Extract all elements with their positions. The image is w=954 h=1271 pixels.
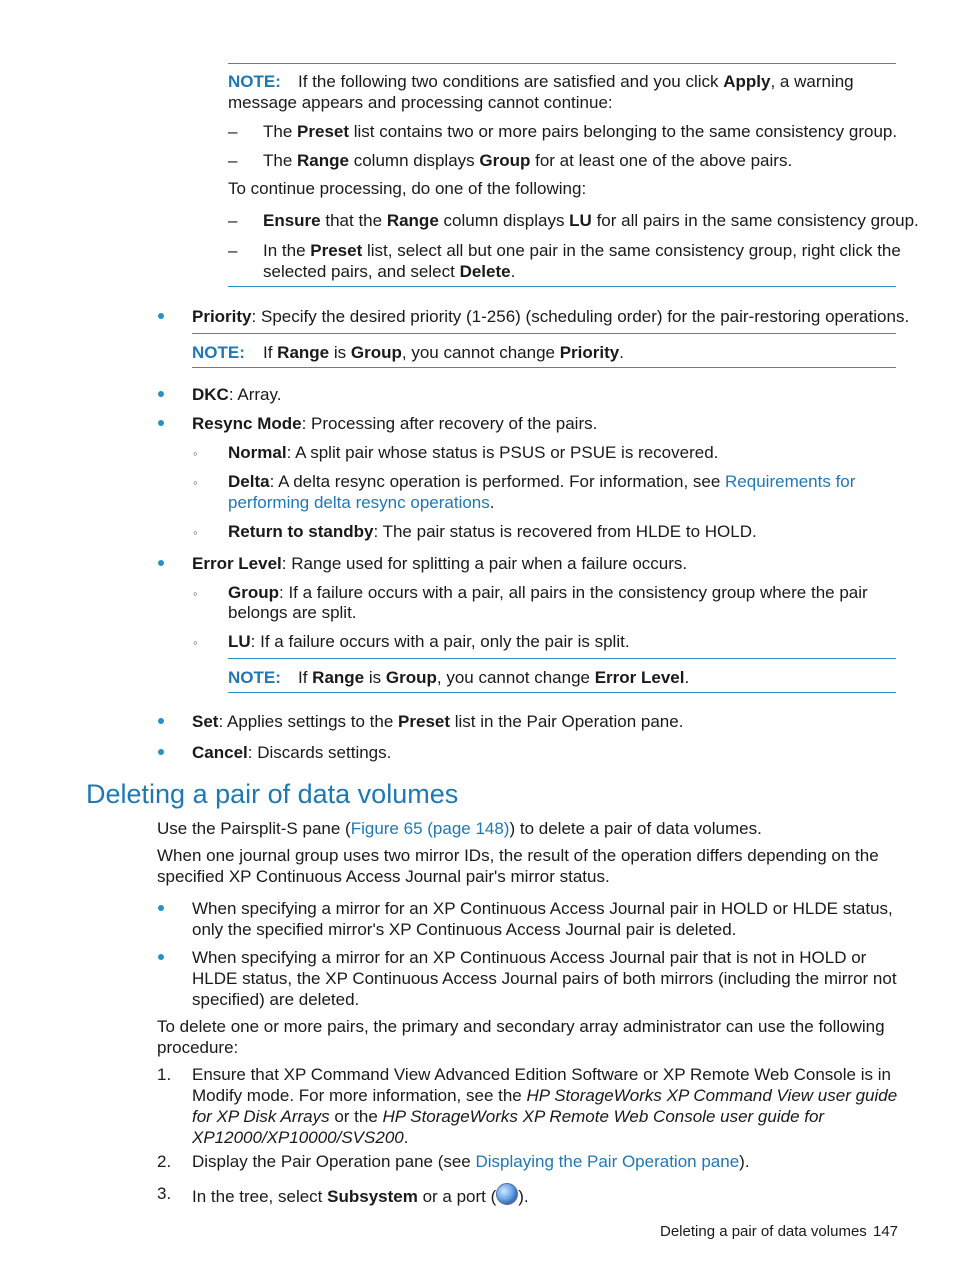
bullet-marker xyxy=(158,560,164,566)
circle-marker: ◦ xyxy=(193,635,198,650)
note3-text: NOTE: If Range is Group, you cannot change Error Level. xyxy=(228,668,690,687)
port-icon xyxy=(496,1183,518,1205)
bullet-marker xyxy=(158,420,164,426)
section-para2: When one journal group uses two mirror IDs, the result of the operation differs depending on the specified XP Continuous Access Journal pair's mirror status. xyxy=(157,846,879,886)
note2-label: NOTE: xyxy=(192,343,245,362)
section-intro: Use the Pairsplit-S pane (Figure 65 (page 148)) to delete a pair of data volumes. xyxy=(157,819,762,838)
note2-text: NOTE: If Range is Group, you cannot change Priority. xyxy=(192,343,624,362)
step-3: In the tree, select Subsystem or a port ( ). xyxy=(192,1183,529,1207)
note3-bottom-rule xyxy=(228,692,896,693)
dash-marker: – xyxy=(228,241,238,260)
mirror-bullet-1: When specifying a mirror for an XP Continuous Access Journal pair in HOLD or HLDE status, only the specified mirror's XP Continuous Access Journal pair is deleted. xyxy=(192,899,893,939)
section-heading: Deleting a pair of data volumes xyxy=(86,779,459,809)
error-level-item: Error Level: Range used for splitting a pair when a failure occurs. xyxy=(192,554,688,573)
note3-label: NOTE: xyxy=(228,668,281,687)
footer-title: Deleting a pair of data volumes xyxy=(660,1223,867,1240)
bullet-marker xyxy=(158,905,164,911)
error-lu: LU: If a failure occurs with a pair, only the pair is split. xyxy=(228,632,630,651)
note1-intro-line2: message appears and processing cannot continue: xyxy=(228,93,613,112)
error-group-line2: belongs are split. xyxy=(228,603,357,622)
note1-label: NOTE: xyxy=(228,72,281,91)
circle-marker: ◦ xyxy=(193,525,198,540)
note1-condition-2: The Range column displays Group for at least one of the above pairs. xyxy=(263,151,793,170)
step-number: 2. xyxy=(157,1152,172,1171)
dash-marker: – xyxy=(228,211,238,230)
note1-condition-1: The Preset list contains two or more pairs belonging to the same consistency group. xyxy=(263,122,898,141)
requirements-link[interactable]: Requirements for xyxy=(725,472,856,491)
bullet-marker xyxy=(158,313,164,319)
circle-marker: ◦ xyxy=(193,446,198,461)
mirror-bullet-2: When specifying a mirror for an XP Continuous Access Journal pair that is not in HOLD or HLDE status, the XP Continuous Access Journal pairs of both mirrors (including the mirror not specified) are deleted. xyxy=(192,948,897,1009)
circle-marker: ◦ xyxy=(193,475,198,490)
circle-marker: ◦ xyxy=(193,586,198,601)
bullet-marker xyxy=(158,718,164,724)
note1-option-2: In the Preset list, select all but one pair in the same consistency group, right click the xyxy=(263,241,901,260)
resync-item: Resync Mode: Processing after recovery of the pairs. xyxy=(192,414,598,433)
note1-intro: NOTE: If the following two conditions are satisfied and you click Apply, a warning xyxy=(228,72,854,91)
error-group: Group: If a failure occurs with a pair, all pairs in the consistency group where the pair xyxy=(228,583,868,602)
pair-operation-link[interactable]: Displaying the Pair Operation pane xyxy=(475,1152,740,1171)
note1-bottom-rule xyxy=(228,286,896,287)
step-1: Ensure that XP Command View Advanced Edition Software or XP Remote Web Console is in Modify mode. For more information, see the HP StorageWorks XP Command View user guide for XP Disk Arrays or the HP StorageWorks XP Remote Web Console user guide for XP12000/XP10000/SVS200. xyxy=(192,1065,898,1147)
step-2: Display the Pair Operation pane (see Displaying the Pair Operation pane). xyxy=(192,1152,750,1171)
resync-delta-line2: performing delta resync operations. xyxy=(228,493,495,512)
note1-option-2-line2: selected pairs, and select Delete. xyxy=(263,262,516,281)
note2-bottom-rule xyxy=(192,367,896,368)
dkc-item: DKC: Array. xyxy=(192,385,282,404)
step-number: 3. xyxy=(157,1184,172,1203)
page-number: 147 xyxy=(873,1223,899,1240)
figure-link[interactable]: Figure 65 (page 148) xyxy=(350,819,510,838)
note2-top-rule xyxy=(192,333,896,334)
set-item: Set: Applies settings to the Preset list in the Pair Operation pane. xyxy=(192,712,684,731)
resync-normal: Normal: A split pair whose status is PSUS or PSUE is recovered. xyxy=(228,443,719,462)
note1-top-rule xyxy=(228,63,896,64)
bullet-marker xyxy=(158,954,164,960)
resync-standby: Return to standby: The pair status is recovered from HLDE to HOLD. xyxy=(228,522,757,541)
priority-item: Priority: Specify the desired priority (1-256) (scheduling order) for the pair-restoring operations. xyxy=(192,307,910,326)
note1-option-1: Ensure that the Range column displays LU for all pairs in the same consistency group. xyxy=(263,211,919,230)
note3-top-rule xyxy=(228,658,896,659)
procedure-intro: To delete one or more pairs, the primary and secondary array administrator can use the following procedure: xyxy=(157,1017,885,1057)
cancel-item: Cancel: Discards settings. xyxy=(192,743,392,762)
bullet-marker xyxy=(158,391,164,397)
note1-continue: To continue processing, do one of the following: xyxy=(228,179,587,198)
dash-marker: – xyxy=(228,122,238,141)
dash-marker: – xyxy=(228,151,238,170)
bullet-marker xyxy=(158,749,164,755)
resync-delta: Delta: A delta resync operation is performed. For information, see Requirements for xyxy=(228,472,856,491)
step-number: 1. xyxy=(157,1065,172,1084)
delta-resync-link[interactable]: performing delta resync operations xyxy=(228,493,490,512)
